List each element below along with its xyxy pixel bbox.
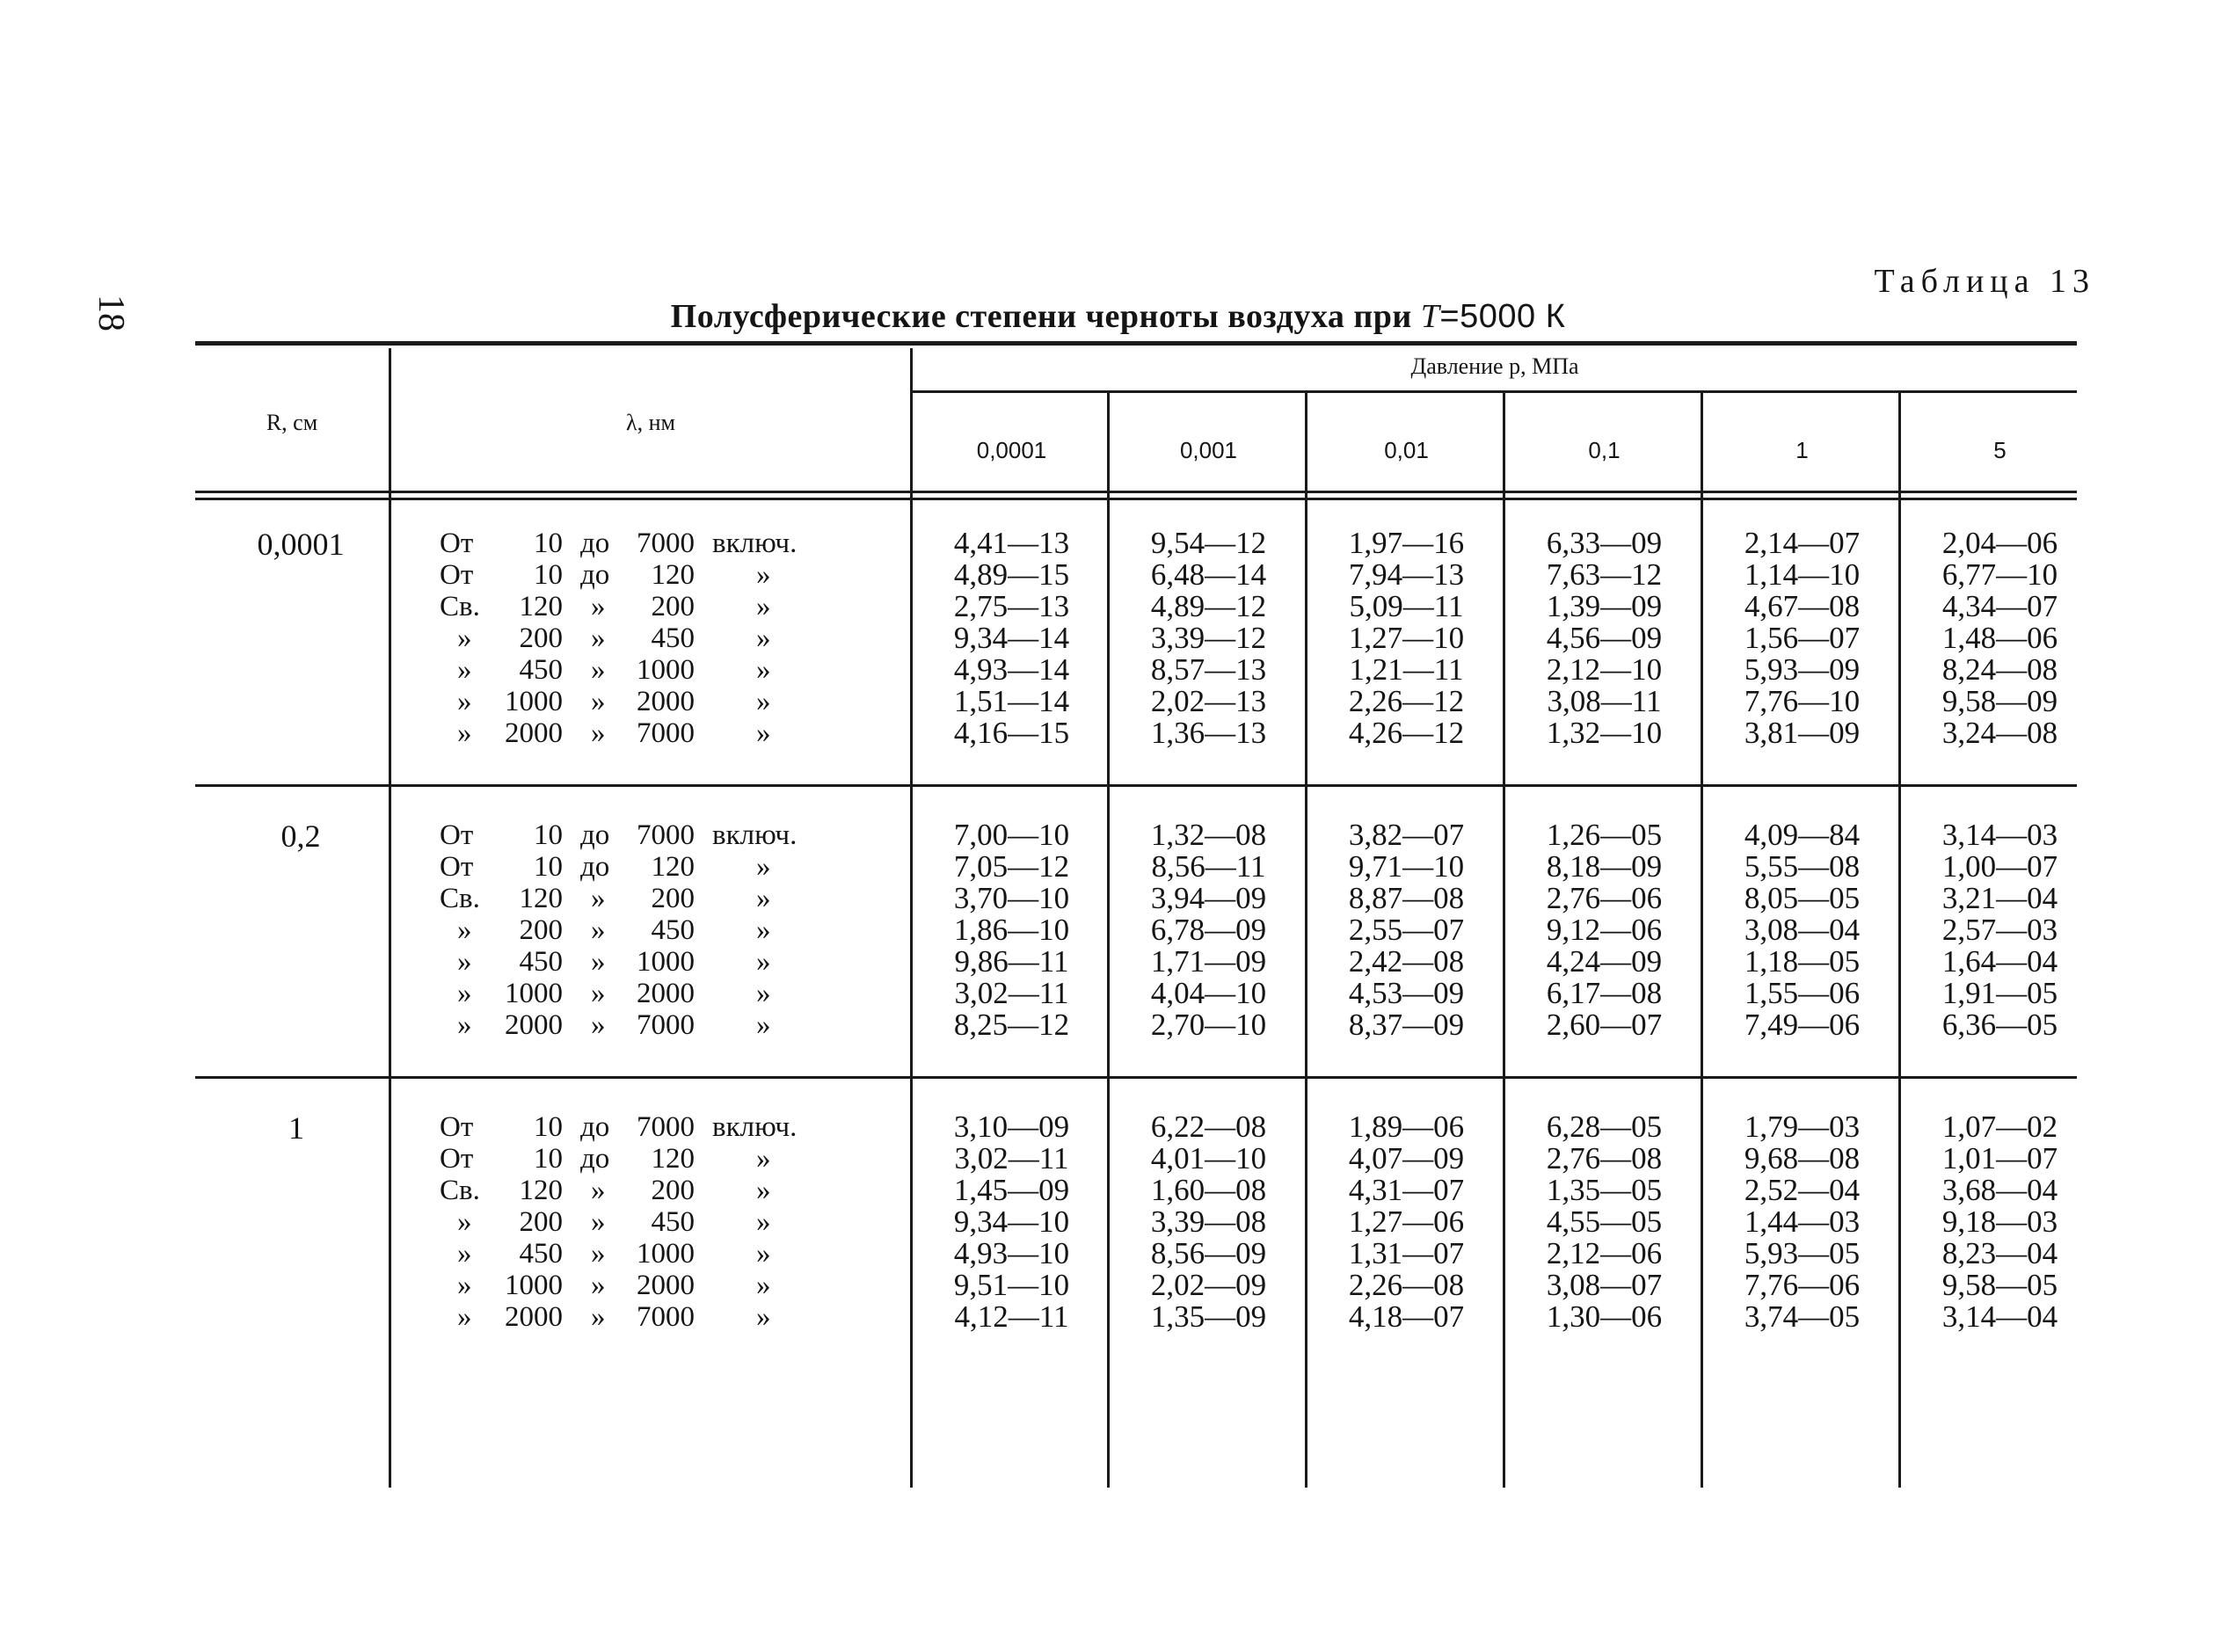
value-cell: 4,34—07 (1941, 589, 2058, 623)
range-s: до (580, 851, 610, 883)
value-cell: 4,93—14 (953, 652, 1070, 687)
pressure-column-header: 0,0001 (976, 437, 1047, 463)
value-cell: 3,39—12 (1150, 621, 1267, 655)
wavelength-range (440, 686, 827, 717)
value-cell: 7,76—10 (1744, 684, 1861, 718)
value-cell: 2,12—10 (1546, 652, 1663, 687)
range-tail: » (756, 654, 771, 686)
value-cell: 2,70—10 (1150, 1008, 1267, 1042)
wavelength-range (440, 1175, 827, 1206)
value-cell: 2,04—06 (1941, 526, 2058, 560)
value-cell: 1,45—09 (953, 1173, 1070, 1207)
value-cell: 4,55—05 (1546, 1204, 1663, 1239)
value-cell: 4,93—10 (953, 1236, 1070, 1270)
value-cell: 1,48—06 (1941, 621, 2058, 655)
wavelength-range (440, 978, 827, 1009)
range-from: 10 (534, 819, 563, 851)
value-cell: 5,09—11 (1349, 589, 1464, 623)
range-p: От (440, 528, 474, 559)
range-s: » (591, 883, 606, 914)
value-cell: 9,18—03 (1941, 1204, 2058, 1239)
value-column (1901, 528, 2099, 749)
value-cell: 6,48—14 (1150, 557, 1267, 592)
value-cell: 9,68—08 (1744, 1141, 1861, 1175)
value-cell: 9,34—10 (953, 1204, 1070, 1239)
value-cell: 9,58—05 (1941, 1268, 2058, 1302)
value-cell: 4,67—08 (1744, 589, 1861, 623)
value-column (1505, 528, 1703, 749)
range-to: 1000 (637, 946, 695, 978)
value-cell: 2,55—07 (1348, 913, 1465, 947)
value-cell: 8,05—05 (1744, 881, 1861, 915)
range-p: » (457, 1238, 472, 1270)
value-cell: 1,26—05 (1546, 818, 1663, 852)
value-column (1110, 819, 1307, 1041)
value-cell: 1,32—08 (1150, 818, 1267, 852)
range-tail: включ. (712, 528, 798, 559)
value-cell: 2,02—13 (1150, 684, 1267, 718)
value-cell: 9,51—10 (953, 1268, 1070, 1302)
value-cell: 7,05—12 (953, 849, 1070, 884)
range-s: » (591, 654, 606, 686)
range-p: » (457, 622, 472, 654)
value-cell: 3,10—09 (953, 1110, 1070, 1144)
range-p: Св. (440, 1175, 480, 1206)
value-cell: 1,56—07 (1744, 621, 1861, 655)
range-from: 2000 (505, 1009, 563, 1041)
value-cell: 1,71—09 (1150, 944, 1267, 979)
range-to: 450 (651, 622, 695, 654)
range-to: 7000 (637, 1111, 695, 1143)
header-bottom-rule-2 (195, 498, 2077, 500)
value-cell: 3,14—04 (1941, 1299, 2058, 1334)
r-value: 1 (288, 1110, 304, 1146)
range-tail: » (756, 1270, 771, 1301)
value-cell: 1,30—06 (1546, 1299, 1663, 1334)
range-from: 10 (534, 528, 563, 559)
value-cell: 2,14—07 (1744, 526, 1861, 560)
title-variable: T (1420, 298, 1440, 335)
pressure-subrule (913, 390, 2077, 393)
range-to: 7000 (637, 1301, 695, 1333)
value-cell: 4,41—13 (953, 526, 1070, 560)
value-cell: 1,39—09 (1546, 589, 1663, 623)
range-to: 120 (651, 559, 695, 591)
range-to: 1000 (637, 654, 695, 686)
value-cell: 3,82—07 (1348, 818, 1465, 852)
value-cell: 3,24—08 (1941, 716, 2058, 750)
wavelength-range (440, 1206, 827, 1238)
value-cell: 2,76—08 (1546, 1141, 1663, 1175)
value-column (1901, 819, 2099, 1041)
range-to: 7000 (637, 819, 695, 851)
table-title (0, 297, 2236, 336)
pressure-column-header: 0,001 (1179, 437, 1238, 463)
range-tail: » (756, 1301, 771, 1333)
range-s: » (591, 978, 606, 1009)
range-p: От (440, 819, 474, 851)
value-cell: 6,17—08 (1546, 976, 1663, 1010)
value-cell: 2,52—04 (1744, 1173, 1861, 1207)
range-tail: » (756, 717, 771, 749)
range-p: » (457, 686, 472, 717)
range-p: » (457, 1270, 472, 1301)
value-cell: 7,76—06 (1744, 1268, 1861, 1302)
value-cell: 4,12—11 (954, 1299, 1069, 1334)
range-to: 450 (651, 914, 695, 946)
range-tail: » (756, 883, 771, 914)
value-cell: 4,16—15 (953, 716, 1070, 750)
value-cell: 8,23—04 (1941, 1236, 2058, 1270)
range-s: » (591, 1301, 606, 1333)
range-to: 450 (651, 1206, 695, 1238)
value-cell: 2,75—13 (953, 589, 1070, 623)
value-cell: 2,60—07 (1546, 1008, 1663, 1042)
range-s: до (580, 559, 610, 591)
value-cell: 3,02—11 (954, 1141, 1069, 1175)
wavelength-range (440, 1143, 827, 1175)
range-tail: » (756, 914, 771, 946)
value-cell: 1,07—02 (1941, 1110, 2058, 1144)
value-cell: 4,09—84 (1744, 818, 1861, 852)
wavelength-range (440, 914, 827, 946)
table-top-rule (195, 341, 2077, 346)
value-cell: 7,63—12 (1546, 557, 1663, 592)
pressure-column-header: 1 (1795, 437, 1809, 463)
value-cell: 7,94—13 (1348, 557, 1465, 592)
range-p: От (440, 1111, 474, 1143)
value-cell: 4,01—10 (1150, 1141, 1267, 1175)
value-cell: 1,27—06 (1348, 1204, 1465, 1239)
value-cell: 6,28—05 (1546, 1110, 1663, 1144)
value-cell: 6,78—09 (1150, 913, 1267, 947)
value-cell: 3,68—04 (1941, 1173, 2058, 1207)
value-cell: 1,51—14 (953, 684, 1070, 718)
range-p: » (457, 914, 472, 946)
value-cell: 1,31—07 (1348, 1236, 1465, 1270)
value-cell: 3,94—09 (1150, 881, 1267, 915)
value-cell: 6,33—09 (1546, 526, 1663, 560)
wavelength-range (440, 528, 827, 559)
range-p: » (457, 1009, 472, 1041)
range-from: 450 (519, 1238, 563, 1270)
range-p: » (457, 1301, 472, 1333)
title-prefix: Полусферические степени черноты воздуха при (670, 298, 1412, 335)
range-p: » (457, 978, 472, 1009)
value-cell: 9,54—12 (1150, 526, 1267, 560)
range-tail: » (756, 1238, 771, 1270)
range-tail: » (756, 978, 771, 1009)
range-to: 200 (651, 591, 695, 622)
value-column (1110, 1111, 1307, 1333)
range-s: » (591, 591, 606, 622)
range-p: От (440, 559, 474, 591)
range-to: 2000 (637, 978, 695, 1009)
value-column (1110, 528, 1307, 749)
value-cell: 9,86—11 (954, 944, 1069, 979)
value-column (1307, 819, 1505, 1041)
value-cell: 1,35—09 (1150, 1299, 1267, 1334)
value-cell: 1,64—04 (1941, 944, 2058, 979)
value-cell: 3,21—04 (1941, 881, 2058, 915)
value-cell: 4,04—10 (1150, 976, 1267, 1010)
range-to: 120 (651, 1143, 695, 1175)
range-tail: » (756, 851, 771, 883)
value-cell: 2,42—08 (1348, 944, 1465, 979)
range-tail: включ. (712, 1111, 798, 1143)
value-cell: 8,24—08 (1941, 652, 2058, 687)
value-cell: 4,18—07 (1348, 1299, 1465, 1334)
range-p: Св. (440, 883, 480, 914)
column-rule-r (389, 348, 391, 1488)
value-cell: 2,02—09 (1150, 1268, 1267, 1302)
range-to: 200 (651, 883, 695, 914)
wavelength-range (440, 1301, 827, 1333)
range-tail: » (756, 591, 771, 622)
value-cell: 1,91—05 (1941, 976, 2058, 1010)
value-cell: 4,56—09 (1546, 621, 1663, 655)
range-from: 2000 (505, 717, 563, 749)
value-cell: 4,89—15 (953, 557, 1070, 592)
value-cell: 1,36—13 (1150, 716, 1267, 750)
range-from: 200 (519, 622, 563, 654)
wavelength-range (440, 1238, 827, 1270)
range-to: 1000 (637, 1238, 695, 1270)
value-cell: 5,55—08 (1744, 849, 1861, 884)
range-s: » (591, 1206, 606, 1238)
range-tail: » (756, 686, 771, 717)
value-column (1505, 819, 1703, 1041)
value-cell: 4,31—07 (1348, 1173, 1465, 1207)
header-lambda: λ, нм (626, 410, 675, 435)
value-cell: 7,00—10 (953, 818, 1070, 852)
value-cell: 8,37—09 (1348, 1008, 1465, 1042)
value-cell: 4,24—09 (1546, 944, 1663, 979)
value-cell: 6,36—05 (1941, 1008, 2058, 1042)
value-cell: 2,26—12 (1348, 684, 1465, 718)
value-cell: 2,76—06 (1546, 881, 1663, 915)
range-s: » (591, 1270, 606, 1301)
value-cell: 6,77—10 (1941, 557, 2058, 592)
range-from: 10 (534, 1143, 563, 1175)
value-cell: 3,08—07 (1546, 1268, 1663, 1302)
value-cell: 4,89—12 (1150, 589, 1267, 623)
group-divider-2 (195, 1076, 2077, 1079)
value-cell: 2,26—08 (1348, 1268, 1465, 1302)
value-cell: 3,08—04 (1744, 913, 1861, 947)
range-tail: включ. (712, 819, 798, 851)
range-p: » (457, 717, 472, 749)
value-cell: 1,44—03 (1744, 1204, 1861, 1239)
value-cell: 2,57—03 (1941, 913, 2058, 947)
page-number: 18 (91, 295, 131, 331)
range-s: » (591, 717, 606, 749)
range-s: до (580, 819, 610, 851)
range-p: » (457, 1206, 472, 1238)
wavelength-range (440, 883, 827, 914)
value-cell: 6,22—08 (1150, 1110, 1267, 1144)
value-cell: 1,35—05 (1546, 1173, 1663, 1207)
range-from: 120 (519, 591, 563, 622)
value-cell: 1,79—03 (1744, 1110, 1861, 1144)
value-cell: 3,02—11 (954, 976, 1069, 1010)
range-s: » (591, 1175, 606, 1206)
range-from: 1000 (505, 978, 563, 1009)
range-to: 7000 (637, 717, 695, 749)
range-to: 2000 (637, 686, 695, 717)
wavelength-range (440, 851, 827, 883)
value-cell: 1,55—06 (1744, 976, 1861, 1010)
range-from: 2000 (505, 1301, 563, 1333)
range-tail: » (756, 1206, 771, 1238)
value-cell: 1,01—07 (1941, 1141, 2058, 1175)
range-tail: » (756, 1009, 771, 1041)
value-cell: 1,32—10 (1546, 716, 1663, 750)
range-from: 10 (534, 851, 563, 883)
value-cell: 8,18—09 (1546, 849, 1663, 884)
range-s: » (591, 686, 606, 717)
range-s: до (580, 1143, 610, 1175)
wavelength-range (440, 946, 827, 978)
range-tail: » (756, 559, 771, 591)
range-from: 120 (519, 1175, 563, 1206)
range-to: 7000 (637, 528, 695, 559)
value-cell: 1,89—06 (1348, 1110, 1465, 1144)
range-from: 450 (519, 654, 563, 686)
range-to: 2000 (637, 1270, 695, 1301)
range-from: 450 (519, 946, 563, 978)
value-column (1505, 1111, 1703, 1333)
value-cell: 9,71—10 (1348, 849, 1465, 884)
value-cell: 4,07—09 (1348, 1141, 1465, 1175)
value-column (1901, 1111, 2099, 1333)
range-p: » (457, 654, 472, 686)
header-bottom-rule-1 (195, 491, 2077, 493)
range-p: » (457, 946, 472, 978)
range-from: 120 (519, 883, 563, 914)
value-cell: 8,56—11 (1151, 849, 1266, 884)
value-cell: 9,58—09 (1941, 684, 2058, 718)
value-cell: 7,49—06 (1744, 1008, 1861, 1042)
value-column (913, 528, 1111, 749)
range-to: 200 (651, 1175, 695, 1206)
group-divider-1 (195, 784, 2077, 787)
table-label: Таблица 13 (1874, 263, 2095, 300)
value-cell: 2,12—06 (1546, 1236, 1663, 1270)
range-s: » (591, 914, 606, 946)
value-cell: 9,34—14 (953, 621, 1070, 655)
range-from: 1000 (505, 1270, 563, 1301)
range-tail: » (756, 622, 771, 654)
value-cell: 1,14—10 (1744, 557, 1861, 592)
wavelength-range (440, 1009, 827, 1041)
wavelength-range (440, 819, 827, 851)
pressure-column-header: 5 (1993, 437, 2007, 463)
value-cell: 1,60—08 (1150, 1173, 1267, 1207)
range-s: до (580, 528, 610, 559)
range-to: 7000 (637, 1009, 695, 1041)
value-cell: 3,08—11 (1547, 684, 1662, 718)
value-cell: 3,39—08 (1150, 1204, 1267, 1239)
value-cell: 4,26—12 (1348, 716, 1465, 750)
range-from: 10 (534, 559, 563, 591)
range-p: От (440, 1143, 474, 1175)
value-cell: 3,14—03 (1941, 818, 2058, 852)
value-cell: 1,27—10 (1348, 621, 1465, 655)
value-cell: 8,57—13 (1150, 652, 1267, 687)
range-tail: » (756, 946, 771, 978)
range-from: 200 (519, 914, 563, 946)
range-s: » (591, 946, 606, 978)
value-column (913, 819, 1111, 1041)
range-from: 10 (534, 1111, 563, 1143)
range-tail: » (756, 1175, 771, 1206)
value-cell: 9,12—06 (1546, 913, 1663, 947)
wavelength-range (440, 717, 827, 749)
value-cell: 8,87—08 (1348, 881, 1465, 915)
value-column (1307, 1111, 1505, 1333)
range-tail: » (756, 1143, 771, 1175)
value-cell: 1,86—10 (953, 913, 1070, 947)
value-cell: 3,74—05 (1744, 1299, 1861, 1334)
value-column (1703, 819, 1901, 1041)
value-cell: 5,93—09 (1744, 652, 1861, 687)
header-pressure: Давление p, МПа (1410, 353, 1579, 379)
range-to: 120 (651, 851, 695, 883)
value-cell: 3,70—10 (953, 881, 1070, 915)
header-r: R, см (266, 410, 318, 435)
value-column (1703, 1111, 1901, 1333)
value-cell: 1,18—05 (1744, 944, 1861, 979)
range-s: » (591, 1238, 606, 1270)
range-p: Св. (440, 591, 480, 622)
value-cell: 3,81—09 (1744, 716, 1861, 750)
value-cell: 8,56—09 (1150, 1236, 1267, 1270)
value-column (1307, 528, 1505, 749)
r-value: 0,2 (280, 819, 321, 854)
range-from: 1000 (505, 686, 563, 717)
r-value: 0,0001 (257, 527, 345, 562)
value-cell: 1,00—07 (1941, 849, 2058, 884)
title-value: =5000 К (1439, 298, 1566, 335)
value-cell: 1,21—11 (1349, 652, 1464, 687)
pressure-column-header: 0,1 (1588, 437, 1621, 463)
range-s: » (591, 622, 606, 654)
wavelength-range (440, 559, 827, 591)
range-p: От (440, 851, 474, 883)
wavelength-range (440, 1270, 827, 1301)
range-s: » (591, 1009, 606, 1041)
value-column (1703, 528, 1901, 749)
pressure-column-header: 0,01 (1384, 437, 1429, 463)
value-column (913, 1111, 1111, 1333)
wavelength-range (440, 654, 827, 686)
wavelength-range (440, 591, 827, 622)
wavelength-range (440, 1111, 827, 1143)
range-s: до (580, 1111, 610, 1143)
value-cell: 5,93—05 (1744, 1236, 1861, 1270)
wavelength-range (440, 622, 827, 654)
value-cell: 4,53—09 (1348, 976, 1465, 1010)
range-from: 200 (519, 1206, 563, 1238)
value-cell: 8,25—12 (953, 1008, 1070, 1042)
value-cell: 1,97—16 (1348, 526, 1465, 560)
